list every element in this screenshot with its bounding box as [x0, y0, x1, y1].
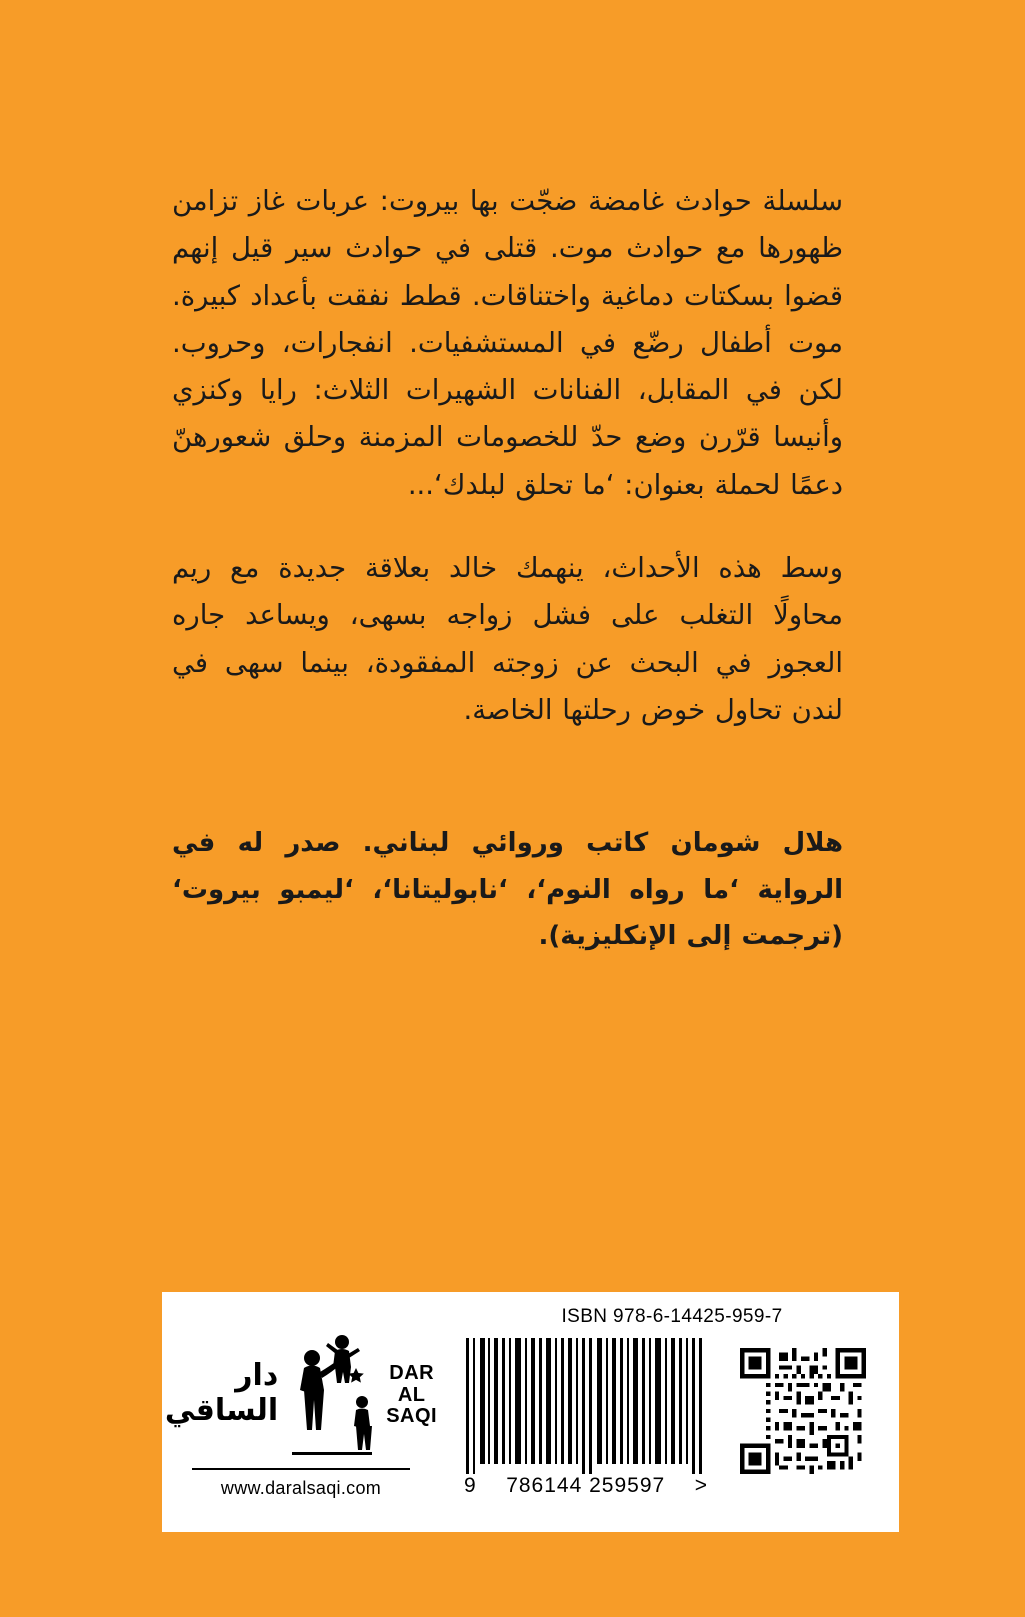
barcode-bars — [462, 1338, 712, 1474]
saqi-figures-icon — [284, 1328, 380, 1458]
isbn-panel — [162, 1292, 899, 1532]
publisher-name-en-line2: AL SAQI — [386, 1383, 438, 1428]
isbn-label: ISBN 978-6-14425-959-7 — [561, 1306, 783, 1327]
blurb-paragraph-1: سلسلة حوادث غامضة ضجّت بها بيروت: عربات غاز تزامن ظهورها مع حوادث موت. قتلى في حوادث سير قيل إنهم قضوا بسكتات دماغية واختناقات. قطط نفقت بأعداد كبيرة. موت أطفال رضّع في المستشفيات. انفجارات، وحروب. لكن في المقابل، الفنانات الشهيرات الثلاث: رايا وكنزي وأنيسا قرّرن وضع حدّ للخصومات المزمنة وحلق شعورهنّ دعمًا لحملة بعنوان: ‘ما تحلق لبلدك‘... — [172, 185, 843, 501]
back-cover-blurb — [172, 178, 843, 993]
publisher-name-en — [386, 1363, 437, 1428]
barcode-digit-left: 9 — [464, 1474, 477, 1497]
publisher-name-en-line1: DAR — [389, 1362, 435, 1385]
publisher-logo-block — [164, 1318, 438, 1508]
publisher-website: www.daralsaqi.com — [220, 1478, 382, 1498]
barcode-digits — [462, 1474, 712, 1498]
barcode — [462, 1338, 712, 1510]
qr-code-icon — [740, 1348, 866, 1474]
author-bio: هلال شومان كاتب وروائي لبناني. صدر له في الرواية ‘ما رواه النوم‘، ‘نابوليتانا‘، ‘ليمبو بيروت‘ (ترجمت إلى الإنكليزية). — [172, 828, 843, 951]
logo-divider — [192, 1468, 410, 1470]
blurb-paragraph-2: وسط هذه الأحداث، ينهمك خالد بعلاقة جديدة مع ريم محاولًا التغلب على فشل زواجه بسهى، ويساعد جاره العجوز في البحث عن زوجته المفقودة، بينما سهى في لندن تحاول خوض رحلتها الخاصة. — [172, 552, 843, 726]
publisher-logo-row — [164, 1322, 438, 1458]
publisher-name-ar: دار الساقي — [164, 1358, 279, 1428]
barcode-digit-right: > — [694, 1474, 708, 1497]
barcode-digits-main: 786144 259597 — [506, 1474, 666, 1497]
